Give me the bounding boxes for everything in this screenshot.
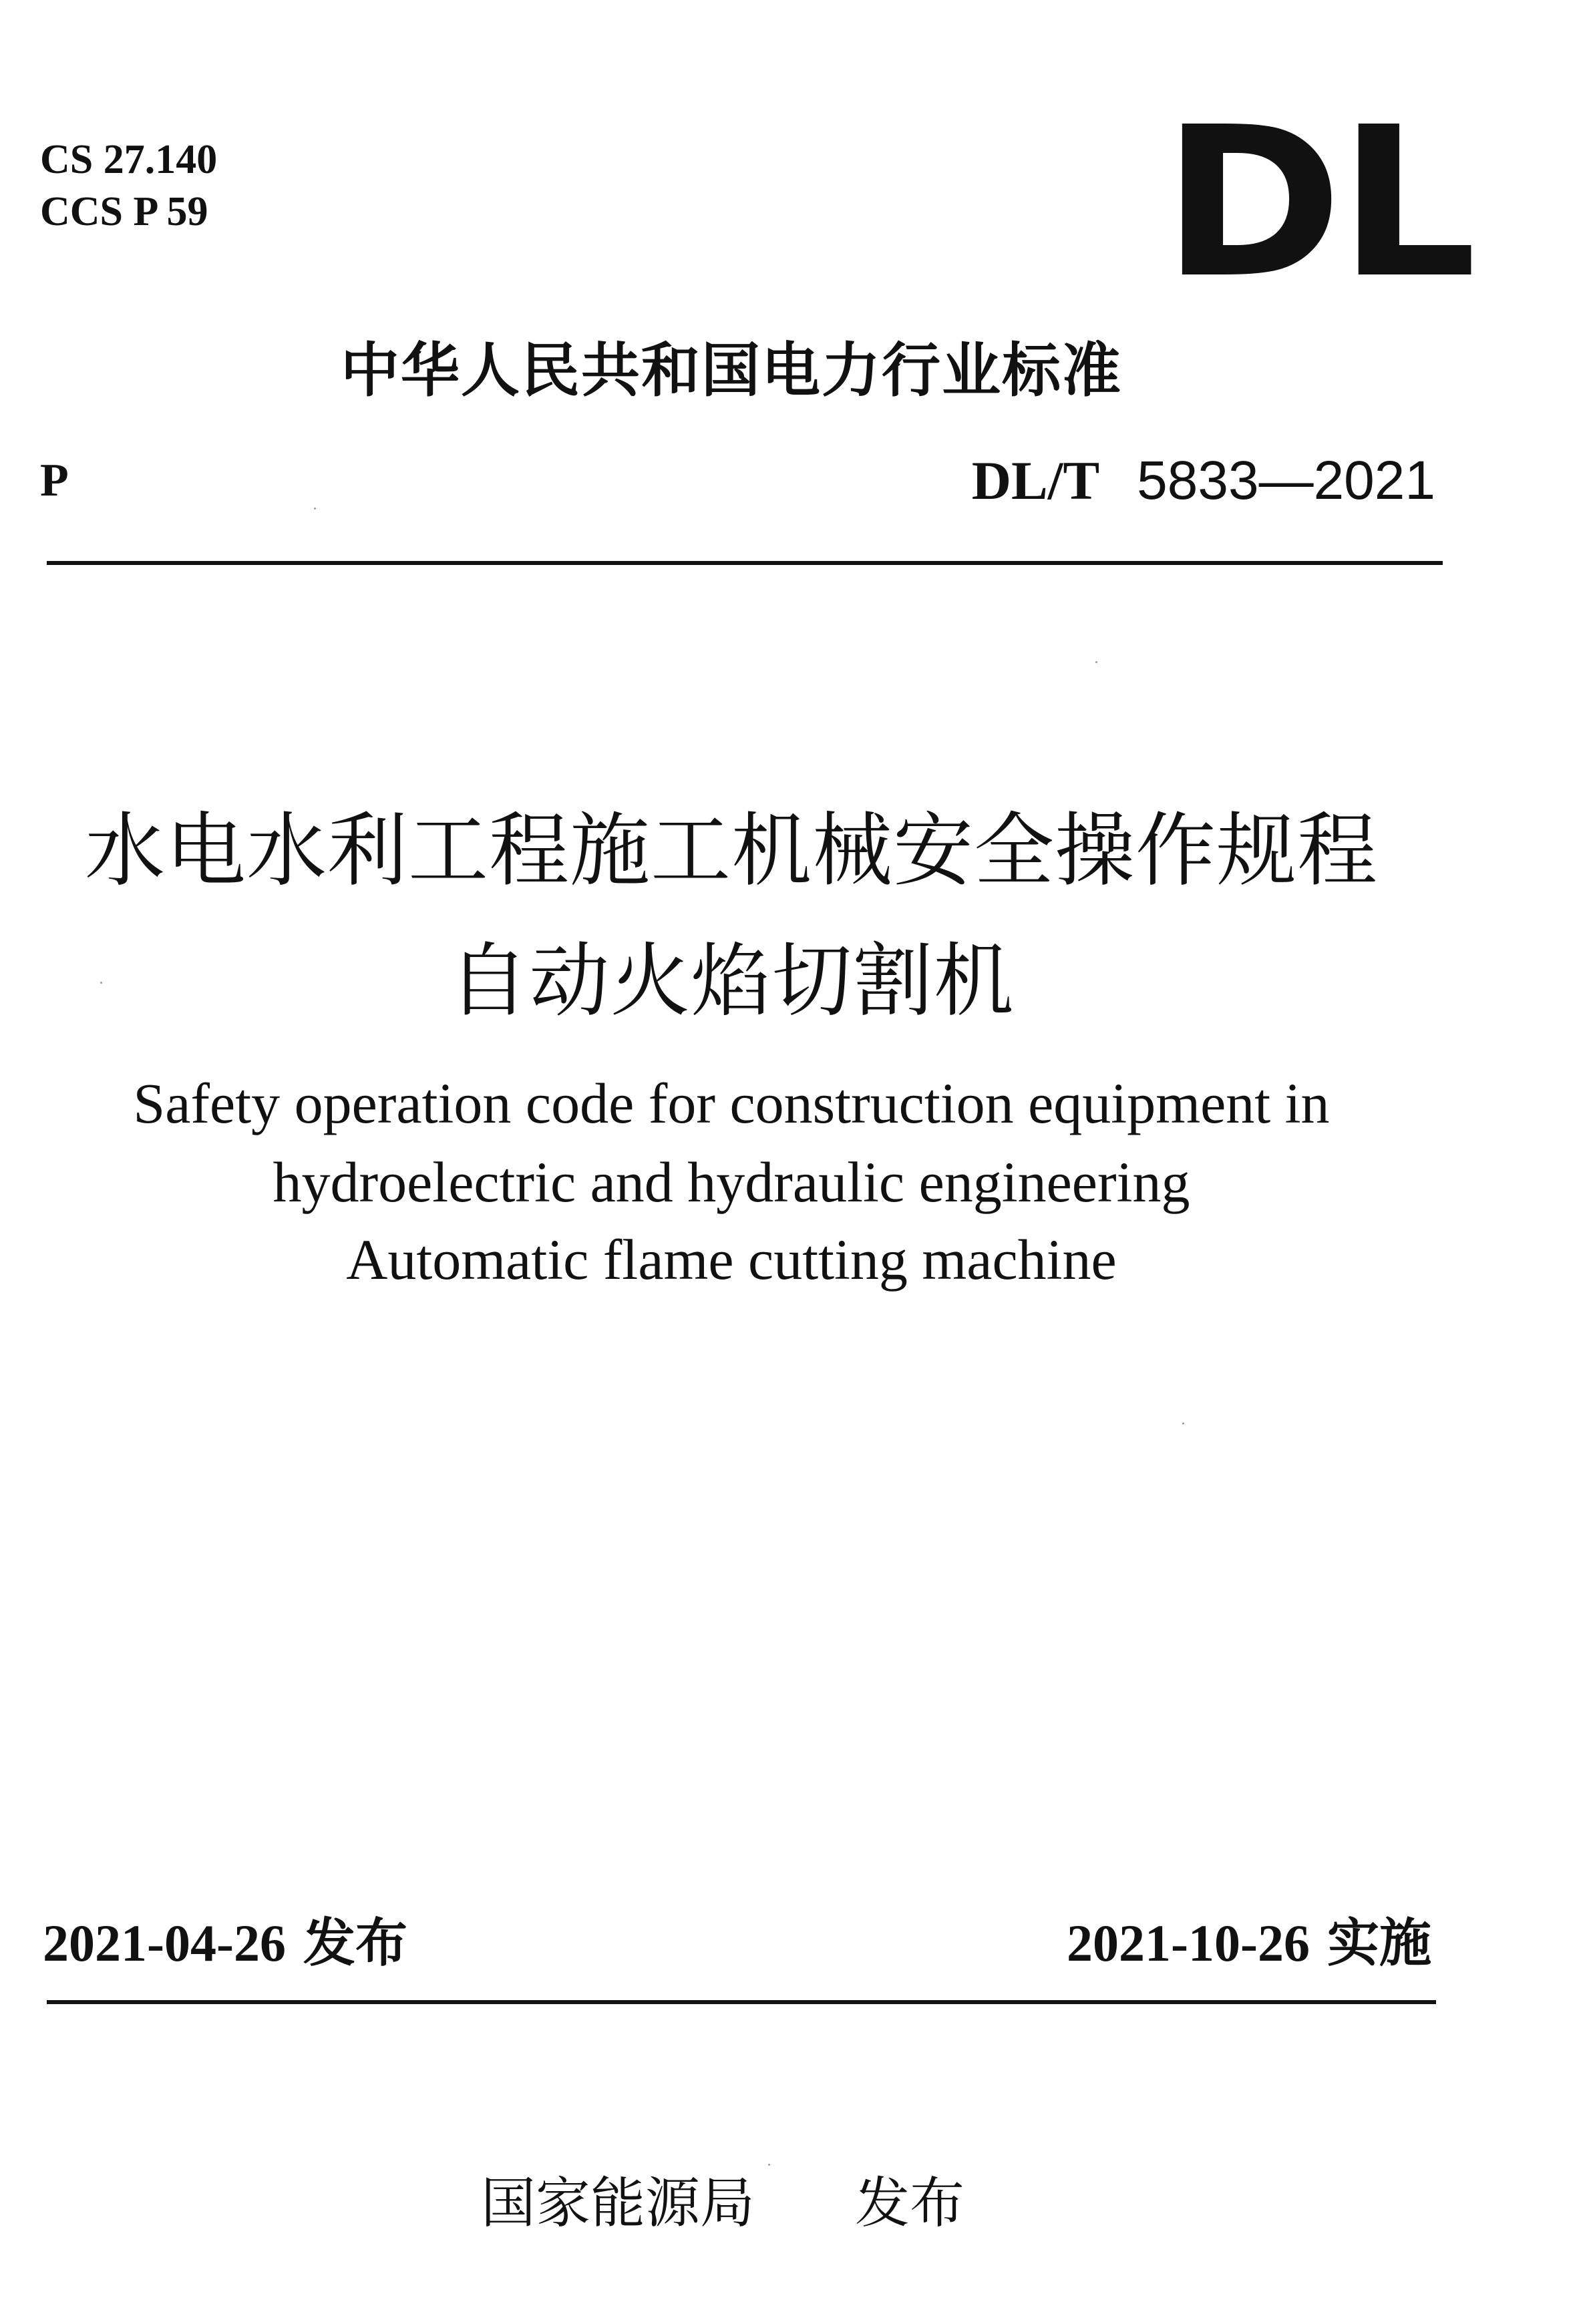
effective-date-block: [1067, 1910, 1431, 1977]
scan-speck: [1095, 661, 1097, 663]
scan-speck: [1182, 1422, 1184, 1424]
dl-logo: DL: [1162, 83, 1473, 324]
top-divider: [47, 561, 1443, 565]
publisher-name: 国家能源局: [481, 2172, 755, 2235]
publisher-line: [481, 2170, 964, 2237]
ccs-code: CCS P 59: [40, 189, 208, 234]
bottom-divider: [47, 2000, 1436, 2004]
ics-code: CS 27.140: [40, 137, 218, 182]
standard-prefix: DL/T: [971, 450, 1100, 511]
standard-number: [972, 447, 1435, 514]
scan-speck: [768, 2164, 770, 2166]
issue-date-block: [43, 1910, 407, 1977]
title-chinese-line-1: 水电水利工程施工机械安全操作规程: [85, 807, 1378, 896]
title-english-line-2: hydroelectric and hydraulic engineering: [273, 1150, 1190, 1214]
scan-speck: [314, 508, 316, 510]
title-chinese-line-2: 自动火焰切割机: [448, 937, 1015, 1026]
issue-label: 发布: [303, 1913, 407, 1973]
left-edge-mark: P: [40, 455, 69, 506]
title-english-line-3: Automatic flame cutting machine: [346, 1227, 1117, 1292]
effective-label: 实施: [1327, 1913, 1431, 1973]
classification-codes: [40, 134, 217, 238]
issue-date: 2021-04-26: [43, 1914, 286, 1972]
publish-label: 发布: [855, 2172, 965, 2235]
standard-code: 5833—2021: [1137, 450, 1435, 511]
title-english-line-1: Safety operation code for construction equipment in: [133, 1071, 1330, 1135]
industry-standard-title: 中华人民共和国电力行业标准: [341, 336, 1123, 405]
scan-speck: [100, 982, 102, 984]
effective-date: 2021-10-26: [1067, 1914, 1310, 1972]
